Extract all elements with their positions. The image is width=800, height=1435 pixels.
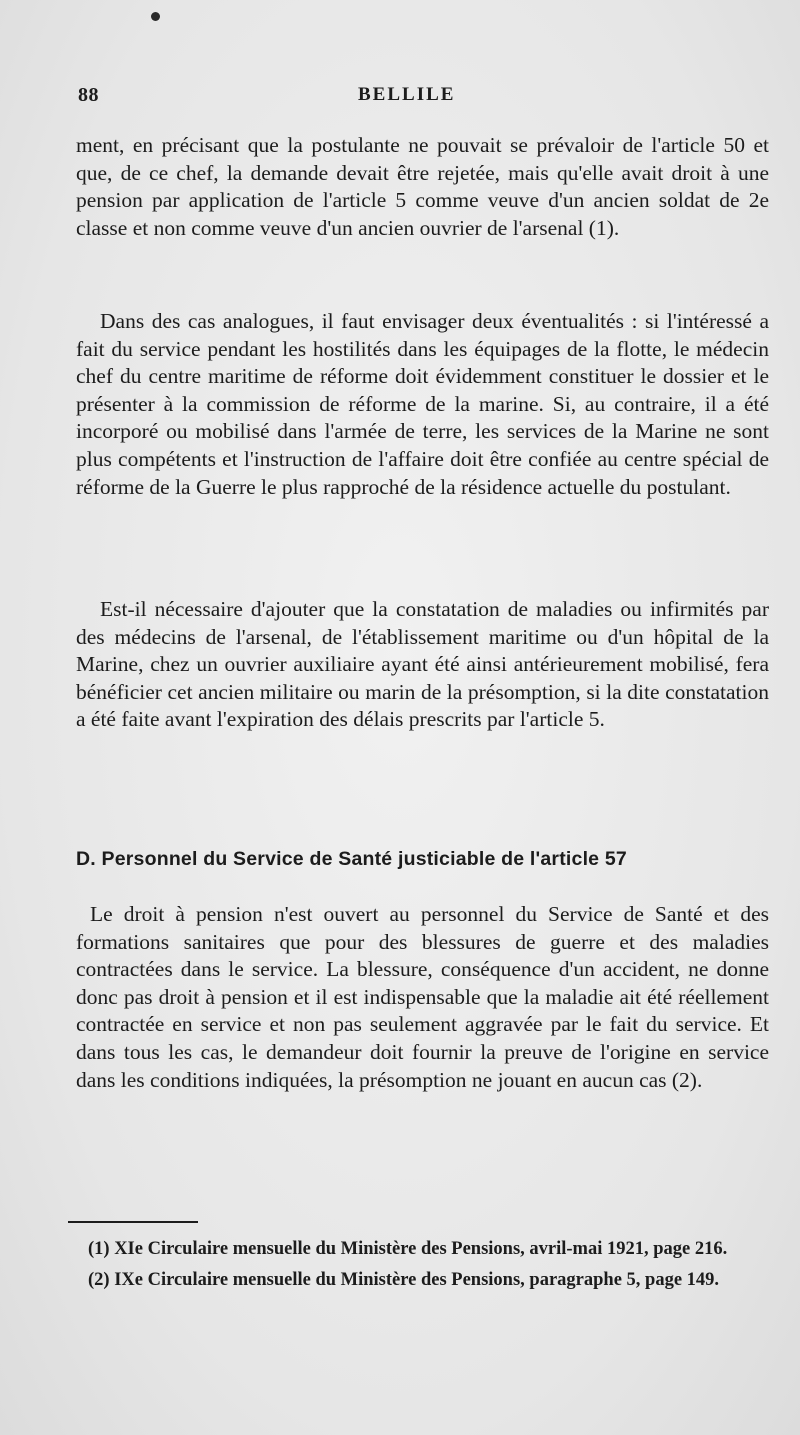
paragraph-continuation: ment, en précisant que la postulante ne pouvait se prévaloir de l'article 50 et que, de ce chef, la demande devait être rejetée, mais qu'elle avait droit à une pension par application de l'article 5 comme veuve d'un ancien soldat de 2e classe et non comme veuve d'un ancien ouvrier de l'arsenal (1).: [76, 133, 769, 240]
footnote-divider: [68, 1221, 198, 1223]
paragraph-eventualities: Dans des cas analogues, il faut envisager deux éventualités : si l'intéressé a fait du service pendant les hostilités dans les équipages de la flotte, le médecin chef du centre maritime de réforme doit évidemment constituer le dossier et le présenter à la commission de réforme de la marine. Si, au contraire, il a été incorporé ou mobilisé dans l'armée de terre, les services de la Marine ne sont plus compétents et l'instruction de l'affaire doit être confiée au centre spécial de réforme de la Guerre le plus rapproché de la résidence actuelle du postulant.: [76, 309, 769, 499]
section-heading: D. Personnel du Service de Santé justiciable de l'article 57: [76, 848, 627, 870]
paragraph-presumption: Est-il nécessaire d'ajouter que la constatation de maladies ou infirmités par des médecins de l'arsenal, de l'établissement maritime ou d'un hôpital de la Marine, chez un ouvrier auxiliaire ayant été ainsi antérieurement mobilisé, fera bénéficier cet ancien militaire ou marin de la présomption, si la dite constatation a été faite avant l'expiration des délais prescrits par l'article 5.: [76, 597, 769, 732]
paragraph-health-service: Le droit à pension n'est ouvert au personnel du Service de Santé et des formations sanitaires que pour des blessures de guerre et des maladies contractées dans le service. La blessure, conséquence d'un accident, ne donne donc pas droit à pension et il est indispensable que la maladie ait été réellement contractée en service et non pas seulement aggravée par le fait du service. Et dans tous les cas, le demandeur doit fournir la preuve de l'origine en service dans les conditions indiquées, la présomption ne jouant en aucun cas (2).: [76, 902, 769, 1092]
footnote-1: (1) XIe Circulaire mensuelle du Ministère des Pensions, avril-mai 1921, page 216.: [88, 1239, 728, 1259]
footnote-2: (2) IXe Circulaire mensuelle du Ministère des Pensions, paragraphe 5, page 149.: [88, 1270, 720, 1290]
running-title: BELLILE: [358, 84, 456, 105]
ink-speck: [151, 12, 160, 21]
page-number: 88: [78, 84, 99, 106]
running-head: [78, 84, 768, 110]
footnotes: [64, 1236, 769, 1298]
